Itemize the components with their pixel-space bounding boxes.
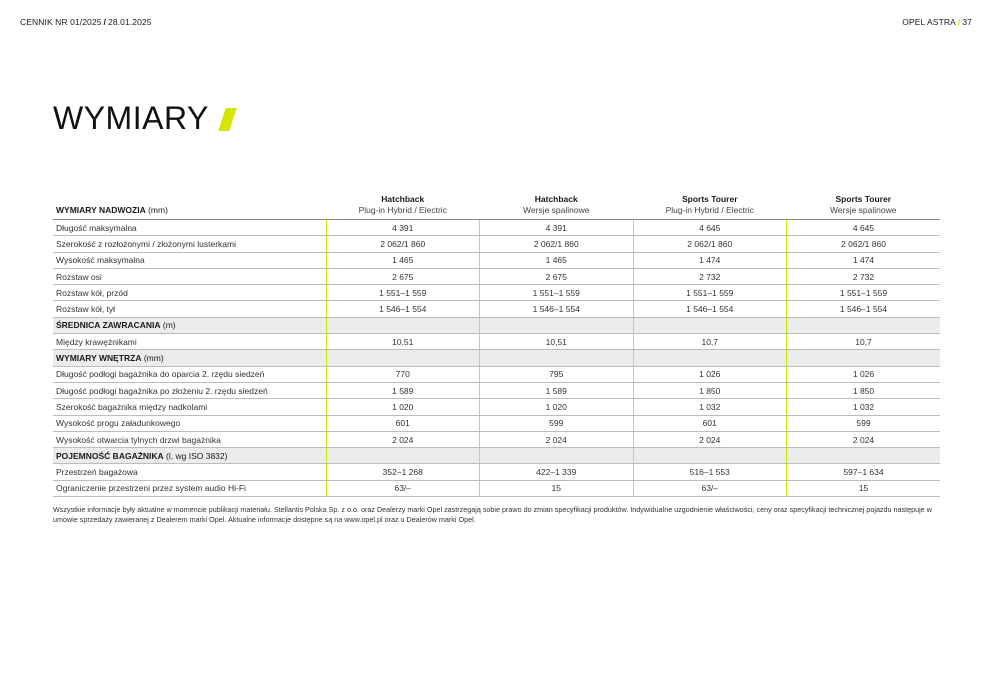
page-number: 37 (962, 17, 972, 27)
row-label: Długość podłogi bagażnika do oparcia 2. rzędu siedzeń (53, 366, 326, 382)
value-cell: 516–1 553 (633, 464, 787, 480)
table-row (53, 301, 940, 317)
value-cell: 1 850 (787, 382, 941, 398)
value-cell: 1 032 (633, 399, 787, 415)
row-label: Rozstaw kół, przód (53, 285, 326, 301)
value-cell: 10,51 (480, 334, 634, 350)
value-cell: 1 474 (787, 252, 941, 268)
value-cell: 599 (787, 415, 941, 431)
value-cell: 10,51 (326, 334, 480, 350)
value-cell: 597–1 634 (787, 464, 941, 480)
value-cell: 2 675 (326, 268, 480, 284)
table-header-row (53, 190, 940, 220)
value-cell: 4 645 (787, 220, 941, 236)
value-cell: 1 546–1 554 (633, 301, 787, 317)
value-cell: 15 (787, 480, 941, 496)
row-label: Wysokość maksymalna (53, 252, 326, 268)
value-cell: 601 (326, 415, 480, 431)
table-row (53, 220, 940, 236)
section-row (53, 317, 940, 333)
value-cell: 2 062/1 860 (480, 236, 634, 252)
slash-separator: / (103, 17, 107, 27)
table-row (53, 252, 940, 268)
value-cell: 1 026 (633, 366, 787, 382)
table-row (53, 236, 940, 252)
row-label: Wysokość progu załadunkowego (53, 415, 326, 431)
value-cell: 601 (633, 415, 787, 431)
value-cell: 1 546–1 554 (480, 301, 634, 317)
value-cell: 2 675 (480, 268, 634, 284)
value-cell: 1 020 (480, 399, 634, 415)
value-cell: 2 024 (480, 431, 634, 447)
value-cell: 1 551–1 559 (480, 285, 634, 301)
section-label: WYMIARY WNĘTRZA (mm) (53, 350, 326, 366)
value-cell: 1 850 (633, 382, 787, 398)
table-row (53, 285, 940, 301)
section-empty-cell (633, 448, 787, 464)
section-empty-cell (326, 317, 480, 333)
footnote: Wszystkie informacje były aktualne w momencie publikacji materiału. Stellantis Polska Sp. z o.o. oraz Dealerzy marki Opel zastrzegają sobie prawo do zmian specyfikacji produktów. Indywidualne uzgodnienie właściwości, ceny oraz specyfikacji technicznej pojazdu następuje w umowie sprzedaży zawieranej z Dealerem marki Opel. Aktualne informacje dostępne są na www.opel.pl oraz u Dealerów marki Opel. (53, 505, 932, 524)
dimensions-table (53, 190, 940, 497)
page-title-wrap (53, 100, 233, 137)
value-cell: 2 024 (633, 431, 787, 447)
value-cell: 63/– (633, 480, 787, 496)
section-empty-cell (326, 448, 480, 464)
value-cell: 795 (480, 366, 634, 382)
title-slash-mark (218, 108, 236, 131)
section-empty-cell (787, 317, 941, 333)
row-label: Rozstaw osi (53, 268, 326, 284)
row-label: Szerokość bagażnika między nadkolami (53, 399, 326, 415)
value-cell: 2 024 (326, 431, 480, 447)
section-empty-cell (480, 317, 634, 333)
header-right (902, 17, 972, 27)
section-label: POJEMNOŚĆ BAGAŻNIKA (l, wg ISO 3832) (53, 448, 326, 464)
value-cell: 1 551–1 559 (633, 285, 787, 301)
value-cell: 63/– (326, 480, 480, 496)
row-label: Ograniczenie przestrzeni przez system audio Hi-Fi (53, 480, 326, 496)
column-header-label: WYMIARY NADWOZIA (mm) (53, 190, 326, 220)
value-cell: 1 032 (787, 399, 941, 415)
table-row (53, 382, 940, 398)
value-cell: 352–1 268 (326, 464, 480, 480)
table-row (53, 334, 940, 350)
price-list-date: 28.01.2025 (108, 17, 152, 27)
row-label: Między krawężnikami (53, 334, 326, 350)
row-label: Długość maksymalna (53, 220, 326, 236)
value-cell: 1 026 (787, 366, 941, 382)
value-cell: 2 024 (787, 431, 941, 447)
value-cell: 2 732 (787, 268, 941, 284)
value-cell: 15 (480, 480, 634, 496)
section-empty-cell (326, 350, 480, 366)
value-cell: 1 465 (480, 252, 634, 268)
table-row (53, 268, 940, 284)
table-row (53, 480, 940, 496)
section-row (53, 350, 940, 366)
value-cell: 1 020 (326, 399, 480, 415)
section-empty-cell (787, 448, 941, 464)
value-cell: 1 474 (633, 252, 787, 268)
value-cell: 2 732 (633, 268, 787, 284)
value-cell: 1 551–1 559 (787, 285, 941, 301)
price-list-number: CENNIK NR 01/2025 (20, 17, 102, 27)
value-cell: 1 589 (480, 382, 634, 398)
value-cell: 1 589 (326, 382, 480, 398)
value-cell: 1 551–1 559 (326, 285, 480, 301)
section-label: ŚREDNICA ZAWRACANIA (m) (53, 317, 326, 333)
table-row (53, 366, 940, 382)
value-cell: 599 (480, 415, 634, 431)
value-cell: 10,7 (633, 334, 787, 350)
slash-separator: / (957, 17, 961, 27)
model-name: OPEL ASTRA (902, 17, 956, 27)
row-label: Długość podłogi bagażnika po złożeniu 2. rzędu siedzeń (53, 382, 326, 398)
section-empty-cell (480, 350, 634, 366)
value-cell: 2 062/1 860 (633, 236, 787, 252)
value-cell: 770 (326, 366, 480, 382)
row-label: Szerokość z rozłożonymi / złożonymi lusterkami (53, 236, 326, 252)
section-empty-cell (787, 350, 941, 366)
column-header: Sports Tourer Wersje spalinowe (787, 190, 941, 220)
value-cell: 4 645 (633, 220, 787, 236)
value-cell: 4 391 (480, 220, 634, 236)
row-label: Przestrzeń bagażowa (53, 464, 326, 480)
value-cell: 4 391 (326, 220, 480, 236)
column-header: Hatchback Plug-in Hybrid / Electric (326, 190, 480, 220)
value-cell: 1 546–1 554 (787, 301, 941, 317)
section-empty-cell (633, 350, 787, 366)
value-cell: 2 062/1 860 (326, 236, 480, 252)
value-cell: 10,7 (787, 334, 941, 350)
table-row (53, 415, 940, 431)
column-header: Hatchback Wersje spalinowe (480, 190, 634, 220)
section-row (53, 448, 940, 464)
page-title: WYMIARY (53, 100, 209, 136)
section-empty-cell (480, 448, 634, 464)
table-row (53, 464, 940, 480)
row-label: Wysokość otwarcia tylnych drzwi bagażnika (53, 431, 326, 447)
table-row (53, 399, 940, 415)
section-empty-cell (633, 317, 787, 333)
table-row (53, 431, 940, 447)
value-cell: 1 465 (326, 252, 480, 268)
column-header: Sports Tourer Plug-in Hybrid / Electric (633, 190, 787, 220)
header-left (20, 17, 152, 27)
row-label: Rozstaw kół, tył (53, 301, 326, 317)
value-cell: 422–1 339 (480, 464, 634, 480)
value-cell: 2 062/1 860 (787, 236, 941, 252)
value-cell: 1 546–1 554 (326, 301, 480, 317)
